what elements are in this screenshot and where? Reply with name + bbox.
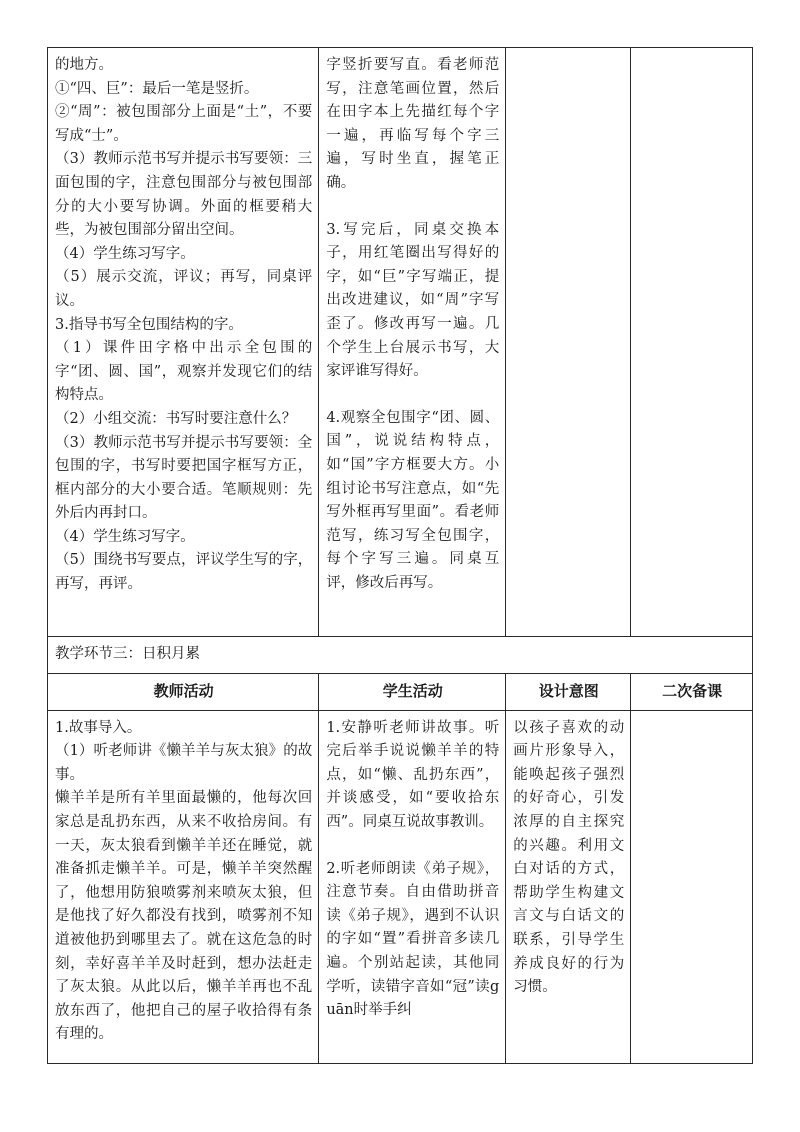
teacher-line: ①“四、巨”：最后一笔是竖折。: [55, 80, 259, 97]
teacher-line: （4）学生练习写字。: [55, 245, 195, 262]
second-prep-cell: [631, 48, 753, 637]
student-activity-cell: [319, 710, 506, 1063]
header-design-intent: 设计意图: [506, 674, 631, 711]
header-student-activity: 学生活动: [319, 674, 506, 711]
teacher-line: ②“周”：被包围部分上面是“土”，不要写成“士”。: [55, 104, 313, 144]
teacher-line: 3.指导书写全包围结构的字。: [55, 316, 243, 333]
table-header-row: [48, 674, 753, 711]
lesson-plan-table: [47, 47, 753, 1064]
header-second-prep: 二次备课: [631, 674, 753, 711]
table-row: [48, 48, 753, 637]
paragraph-gap: [326, 835, 499, 858]
teacher-activity-cell: [48, 48, 319, 637]
teacher-line: （5）围绕书写要点，评议学生写的字，再写，再评。: [55, 552, 313, 593]
table-row: [48, 637, 753, 674]
teacher-line: （3）教师示范书写并提示书写要领：全包围的字，书写时要把国字框写方正，框内部分的大小要合适。笔顺规则：先外后内再封口。: [55, 434, 313, 522]
section-title: 教学环节三：日积月累: [48, 637, 753, 674]
teacher-line: （4）学生练习写字。: [55, 528, 195, 545]
teacher-line: （1）听老师讲《懒羊羊与灰太狼》的故事。: [55, 743, 313, 783]
student-activity-cell: [319, 48, 506, 637]
student-paragraph: 3.写完后，同桌交换本子，用红笔圈出写得好的字，如“巨”字写端正，提出改进建议，如“周”字写歪了。修改再写一遍。几个学生上台展示书写，大家评谁写得好。: [326, 221, 500, 380]
table-row: [48, 710, 753, 1063]
design-intent-cell: [506, 710, 631, 1063]
student-paragraph: 字竖折要写直。看老师范写，注意笔画位置，然后在田字本上先描红每个字一遍，再临写每个字三遍，写时坐直，握笔正确。: [326, 57, 500, 191]
teacher-line: 的地方。: [55, 57, 113, 73]
teacher-activity-cell: [48, 710, 319, 1063]
student-paragraph: 1.安静听老师讲故事。听完后举手说说懒羊羊的特点，如“懒、乱扔东西”，并谈感受，如“要收拾东西”。同桌互说故事教训。: [326, 719, 500, 830]
second-prep-cell: [631, 710, 753, 1063]
student-paragraph: 2.听老师朗读《弟子规》，注意节奏。自由借助拼音读《弟子规》，遇到不认识的字如“置”看拼音多读几遍。个别站起读，其他同学听，读错字音如“冠”读guān时举手纠: [326, 860, 500, 1019]
design-intent-text: 以孩子喜欢的动画片形象导入，能唤起孩子强烈的好奇心，引发浓厚的自主探究的兴趣。利用文白对话的方式，帮助学生构建文言文与白话文的联系，引导学生养成良好的行为习惯。: [513, 719, 625, 996]
paragraph-gap: [326, 384, 499, 407]
teacher-line: 懒羊羊是所有羊里面最懒的，他每次回家总是乱扔东西，从来不收拾房间。有一天，灰太狼看到懒羊羊还在睡觉，就准备抓走懒羊羊。可是，懒羊羊突然醒了，他想用防狼喷雾剂来喷灰太狼，但是他找了好久都没有找到，喷雾剂不知道被他扔到哪里去了。就在这危急的时刻，幸好喜羊羊及时赶到，想办法赶走了灰太狼。从此以后，懒羊羊再也不乱放东西了，他把自己的屋子收拾得有条有理的。: [55, 790, 313, 1043]
header-teacher-activity: 教师活动: [48, 674, 319, 711]
teacher-line: （3）教师示范书写并提示书写要领：三面包围的字，注意包围部分与被包围部分的大小要写协调。外面的框要稍大些，为被包围部分留出空间。: [55, 151, 313, 239]
teacher-line: （5）展示交流，评议；再写，同桌评议。: [55, 269, 313, 309]
teacher-line: 1.故事导入。: [55, 719, 142, 736]
design-intent-cell: [506, 48, 631, 637]
student-paragraph: 4.观察全包围字“团、圆、国”，说说结构特点，如“国”字方框要大方。小组讨论书写注意点，如“先写外框再写里面”。看老师范写，练习写全包围字，每个字写三遍。同桌互评，修改后再写。: [326, 409, 500, 591]
paragraph-gap: [326, 196, 499, 219]
teacher-line: （2）小组交流：书写时要注意什么？: [55, 410, 297, 427]
teacher-line: （1）课件田字格中出示全包围的字“团、圆、国”，观察并发现它们的结构特点。: [55, 340, 313, 404]
